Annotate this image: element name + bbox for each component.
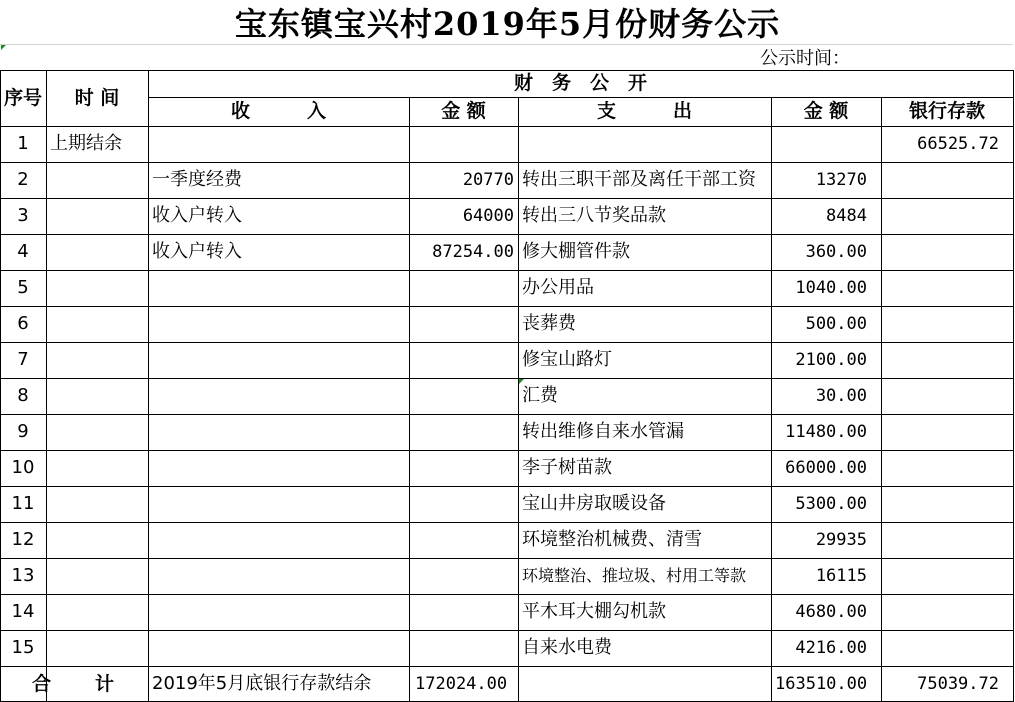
row-income [152,126,409,162]
row-income [152,270,409,306]
row-expense: 汇费 [522,385,558,406]
row-expense: 丧葬费 [522,313,576,334]
row-income-amount [409,342,514,378]
row-time [50,234,148,270]
row-time: 上期结余 [50,133,122,154]
row-income: 一季度经费 [152,169,242,190]
row-bank [881,558,999,594]
row-bank [881,342,999,378]
row-income-amount: 64000 [462,206,514,226]
header-seq: 序号 [3,87,42,109]
row-income [152,522,409,558]
row-income-amount: 20770 [462,170,514,190]
row-seq: 13 [11,565,35,586]
row-bank [881,378,999,414]
row-expense: 平木耳大棚勾机款 [522,601,666,622]
row-time [50,486,148,522]
row-income-amount [409,594,514,630]
row-income-amount [409,378,514,414]
row-income [152,414,409,450]
total-label: 合 计 [31,673,116,695]
row-seq: 10 [11,457,35,478]
row-seq: 9 [17,421,29,442]
row-expense-amount: 16115 [815,566,867,586]
row-bank [881,522,999,558]
row-expense-amount: 66000.00 [785,458,867,478]
row-expense-amount: 13270 [815,170,867,190]
row-bank [881,450,999,486]
header-time: 时 间 [74,87,120,109]
row-time [50,450,148,486]
column-border [518,97,519,702]
row-expense: 办公用品 [522,277,594,298]
row-seq: 7 [17,349,29,370]
total-expense [522,666,771,702]
row-income [152,306,409,342]
header-finance-open: 财 务 公 开 [513,72,647,94]
row-time [50,162,148,198]
row-time [50,522,148,558]
row-expense-amount: 4680.00 [795,602,867,622]
row-expense: 自来水电费 [522,637,612,658]
row-expense: 环境整治、推垃圾、村用工等款 [522,566,747,585]
comment-marker-icon [519,379,524,384]
row-bank [881,594,999,630]
row-bank [881,630,999,666]
row-time [50,306,148,342]
row-seq: 1 [17,133,29,154]
row-bank [881,306,999,342]
comment-marker-icon [1,45,6,50]
row-seq: 6 [17,313,29,334]
row-bank [881,198,999,234]
sheet-gridline [0,44,1013,45]
row-time [50,378,148,414]
row-expense: 李子树苗款 [522,457,612,478]
row-time [50,270,148,306]
row-expense: 转出三职干部及离任干部工资 [522,169,756,190]
row-expense-amount [771,126,867,162]
row-time [50,558,148,594]
row-income-amount [409,558,514,594]
row-income [152,486,409,522]
row-income [152,378,409,414]
row-income-amount [409,306,514,342]
row-income-amount: 87254.00 [432,242,514,262]
row-bank: 66525.72 [917,134,999,154]
row-income-amount [409,414,514,450]
row-seq: 4 [17,241,29,262]
row-time [50,198,148,234]
row-seq: 8 [17,385,29,406]
row-expense-amount: 500.00 [805,314,867,334]
row-seq: 2 [17,169,29,190]
row-expense: 修宝山路灯 [522,349,612,370]
row-seq: 11 [11,493,35,514]
row-expense-amount: 5300.00 [795,494,867,514]
row-income: 收入户转入 [152,241,242,262]
row-bank [881,486,999,522]
row-expense: 宝山井房取暖设备 [522,493,666,514]
row-income [152,342,409,378]
total-income-amount: 172024.00 [415,674,508,694]
row-income-amount [409,126,514,162]
row-seq: 5 [17,277,29,298]
row-expense: 转出维修自来水管漏 [522,421,684,442]
row-seq: 12 [11,529,35,550]
row-expense: 环境整治机械费、清雪 [522,529,702,550]
row-income [152,594,409,630]
row-seq: 15 [11,637,35,658]
header-bank: 银行存款 [908,100,985,122]
total-bank: 75039.72 [917,674,999,694]
row-expense-amount: 8484 [826,206,867,226]
row-time [50,342,148,378]
row-income [152,558,409,594]
row-seq: 3 [17,205,29,226]
row-income-amount [409,630,514,666]
column-border [46,70,47,702]
page-title: 宝东镇宝兴村2019年5月份财务公示 [234,5,781,43]
header-expense: 支 出 [596,100,692,122]
row-time [50,414,148,450]
row-expense [522,126,771,162]
row-seq: 14 [11,601,35,622]
row-expense: 修大棚管件款 [522,241,630,262]
column-border [148,70,149,702]
row-expense: 转出三八节奖品款 [522,205,666,226]
row-income-amount [409,522,514,558]
row-expense-amount: 360.00 [805,242,867,262]
publish-time-label: 公示时间： [760,48,850,69]
row-bank [881,270,999,306]
row-income [152,450,409,486]
header-income-amount: 金 额 [441,100,486,122]
row-expense-amount: 30.00 [815,386,867,406]
row-expense-amount: 4216.00 [795,638,867,658]
row-expense-amount: 2100.00 [795,350,867,370]
row-bank [881,162,999,198]
total-income: 2019年5月底银行存款结余 [152,673,372,694]
header-income: 收 入 [230,100,326,122]
row-expense-amount: 11480.00 [785,422,867,442]
column-border [1013,70,1014,702]
row-income: 收入户转入 [152,205,242,226]
row-time [50,630,148,666]
row-income-amount [409,486,514,522]
row-income-amount [409,450,514,486]
total-expense-amount: 163510.00 [775,674,868,694]
row-expense-amount: 1040.00 [795,278,867,298]
row-bank [881,414,999,450]
row-income-amount [409,270,514,306]
row-expense-amount: 29935 [815,530,867,550]
row-bank [881,234,999,270]
row-income [152,630,409,666]
row-time [50,594,148,630]
header-expense-amount: 金 额 [803,100,849,122]
